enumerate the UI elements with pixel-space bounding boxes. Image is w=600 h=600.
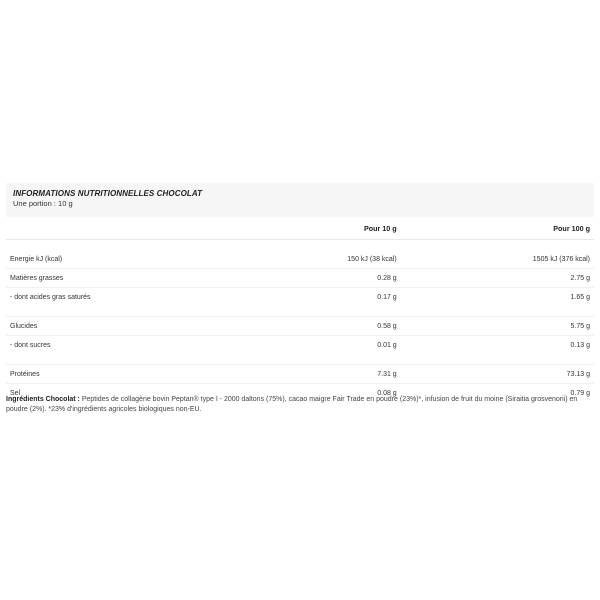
row-label: Glucides: [6, 317, 237, 336]
header-per-100g: Pour 100 g: [553, 223, 590, 233]
row-per-100g: 2.75 g: [397, 269, 594, 288]
nutrition-title: INFORMATIONS NUTRITIONNELLES CHOCOLAT: [13, 189, 203, 198]
spacer-row: [6, 306, 594, 317]
row-label: - dont acides gras saturés: [6, 288, 237, 307]
row-label: Protéines: [6, 365, 237, 384]
table-row: [6, 288, 594, 307]
row-per-10g: 0.28 g: [237, 269, 397, 288]
table-row: [6, 269, 594, 288]
table-row: [6, 250, 594, 269]
table-header-row: [6, 217, 594, 240]
serving-size: Une portion : 10 g: [13, 199, 73, 208]
row-per-100g: 0.79 g: [397, 384, 594, 403]
table-row: [6, 336, 594, 355]
row-per-10g: 0.58 g: [237, 317, 397, 336]
ingredients-text: [6, 395, 594, 415]
row-per-100g: 1505 kJ (376 kcal): [532, 255, 590, 263]
row-per-10g: 0.17 g: [237, 288, 397, 307]
ingredients-list: Peptides de collagène bovin Peptan® type I - 2000 daltons (75%), cacao maigre Fair Trade en poudre (23%)*, infusion de fruit du moine (Siraitia grosvenorii) en poudre (2%). *23% d'ingrédients agricoles biologiques non-EU.: [6, 396, 578, 413]
spacer-row: [6, 240, 594, 251]
ingredients-label: Ingrédients Chocolat :: [6, 396, 80, 403]
spacer-row: [6, 354, 594, 365]
row-per-100g: 1.65 g: [397, 288, 594, 307]
table-row: [6, 317, 594, 336]
nutrition-header: [6, 183, 594, 217]
row-per-100g: 0.13 g: [397, 336, 594, 355]
header-label: [6, 217, 237, 240]
row-per-10g: 150 kJ (38 kcal): [347, 255, 397, 263]
row-label: - dont sucres: [6, 336, 237, 355]
header-per-10g: Pour 10 g: [363, 223, 397, 233]
table-row: [6, 365, 594, 384]
row-per-100g: 73.13 g: [397, 365, 594, 384]
row-label: Sel: [6, 384, 237, 403]
row-label: Matières grasses: [6, 269, 237, 288]
row-per-10g: 0.08 g: [237, 384, 397, 403]
nutrition-panel: [6, 183, 594, 402]
row-label: Energie kJ (kcal): [10, 255, 63, 263]
row-per-100g: 5.75 g: [397, 317, 594, 336]
nutrition-table: [6, 217, 594, 402]
row-per-10g: 7.31 g: [237, 365, 397, 384]
row-per-10g: 0.01 g: [237, 336, 397, 355]
